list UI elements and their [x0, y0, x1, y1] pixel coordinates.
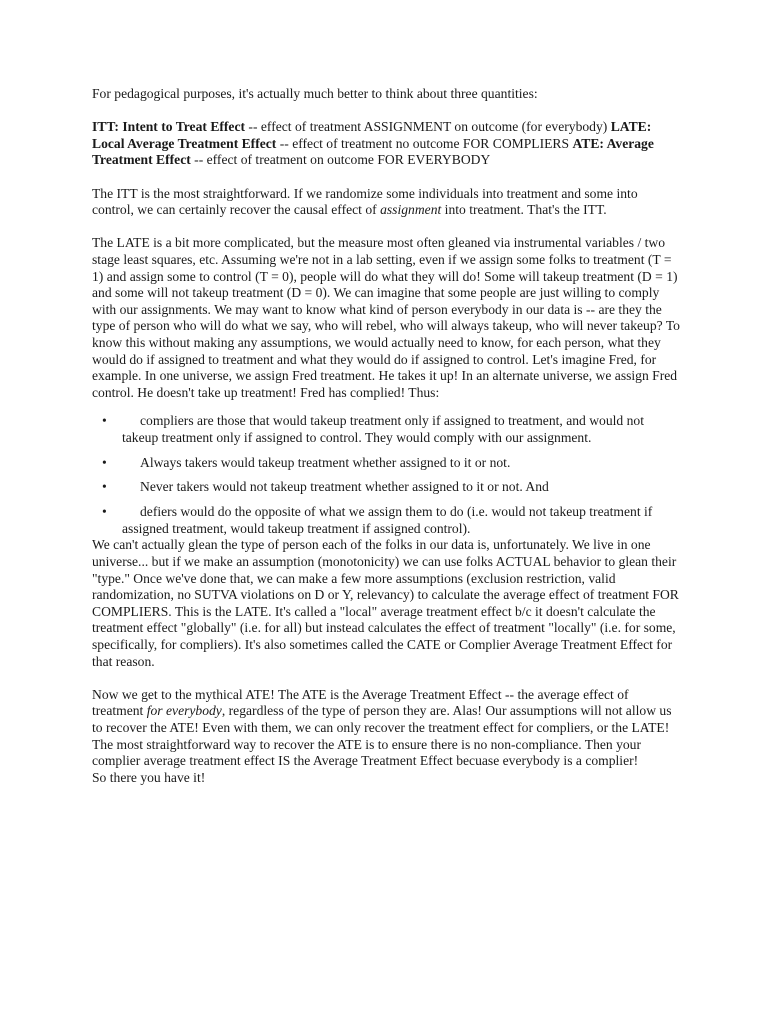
bullet-icon: •	[102, 479, 107, 495]
list-item	[92, 455, 682, 472]
late-label: LATE: Local Average Treatment Effect	[92, 119, 652, 151]
itt-paragraph-emphasis: assignment	[380, 202, 442, 218]
glean-paragraph: We can't actually glean the type of person each of the folks in our data is, unfortunately. We live in one universe... but if we make an assumption (monotonicity) we can use folks ACTUAL behavior to glean their "type." Once we've done that, we can make a few more assumptions (exclusion restriction, valid randomization, no SUTVA violations on D or Y, relevancy) to calculate the average effect of treatment FOR COMPLIERS. This is the LATE. It's called a "local" average treatment effect b/c it doesn't calculate the treatment effect "globally" (i.e. for all) but instead calculates the effect of treatment "locally" (i.e. for some, specifically, for compliers). It's also sometimes called the CATE or Complier Average Treatment Effect for that reason.	[92, 537, 679, 669]
bullet-icon: •	[102, 504, 107, 520]
list-item-text: Always takers would takeup treatment whether assigned to it or not.	[140, 454, 511, 470]
ate-paragraph-text-2: , regardless of the type of person they are. Alas! Our assumptions will not allow us to recover the ATE! Even with them, we can only recover the treatment effect for compliers, or the LATE! The most straightforward way to recover the ATE is to ensure there is no non-compliance. Then your complier average treatment effect IS the Average Treatment Effect becuase everybody is a complier!	[92, 703, 672, 769]
definitions-paragraph	[92, 119, 682, 169]
late-paragraph: The LATE is a bit more complicated, but the measure most often gleaned via instrumental variables / two stage least squares, etc. Assuming we're not in a lab setting, even if we assign some folks to treatment (T = 1) and assign some to control (T = 0), people will do what they will do! Some will takeup treatment (D = 1) and some will not takeup treatment (D = 0). We can imagine that some people are just willing to comply with our assignments. We may want to know what kind of person everybody in our data is -- are they the type of person who will do what we say, who will rebel, who will always takeup, who will never takeup? To know this without making any assumptions, we would actually need to know, for each person, what they would do if assigned to treatment and what they would do if assigned to control. Let's imagine Fred, for example. In one universe, we assign Fred treatment. He takes it up! In an alternate universe, we assign Fred control. He doesn't take up treatment! Fred has complied! Thus:	[92, 235, 680, 400]
ate-definition: -- effect of treatment on outcome FOR EVERYBODY	[190, 152, 491, 168]
intro-paragraph: For pedagogical purposes, it's actually much better to think about three quantities:	[92, 86, 538, 101]
bullet-icon: •	[102, 413, 107, 429]
itt-paragraph	[92, 186, 682, 219]
list-item	[92, 504, 682, 537]
document-page	[92, 86, 682, 786]
itt-paragraph-text-2: into treatment. That's the ITT.	[441, 202, 607, 218]
ate-paragraph-emphasis: for everybody	[146, 703, 222, 719]
list-item	[92, 413, 682, 446]
itt-paragraph-text-1: The ITT is the most straightforward. If we randomize some individuals into treatment and some into control, we can certainly recover the causal effect of	[92, 185, 638, 218]
ate-label: ATE: Average Treatment Effect	[92, 135, 654, 168]
itt-label: ITT: Intent to Treat Effect	[92, 119, 246, 135]
list-item-text: compliers are those that would takeup treatment only if assigned to treatment, and would not takeup treatment only if assigned to control. They would comply with our assignment.	[122, 413, 644, 445]
list-item	[92, 479, 682, 496]
bullet-icon: •	[102, 454, 107, 470]
complier-types-list	[92, 413, 682, 537]
list-item-text: Never takers would not takeup treatment whether assigned to it or not. And	[140, 479, 549, 495]
late-definition: -- effect of treatment no outcome FOR COMPLIERS	[276, 135, 573, 151]
itt-definition: -- effect of treatment ASSIGNMENT on outcome (for everybody)	[245, 119, 611, 135]
ate-paragraph	[92, 687, 682, 770]
closing-line: So there you have it!	[92, 769, 206, 785]
list-item-text: defiers would do the opposite of what we assign them to do (i.e. would not takeup treatment if assigned treatment, would takeup treatment if assigned control).	[122, 504, 653, 536]
ate-paragraph-text-1: Now we get to the mythical ATE! The ATE is the Average Treatment Effect -- the average effect of treatment	[92, 686, 629, 719]
